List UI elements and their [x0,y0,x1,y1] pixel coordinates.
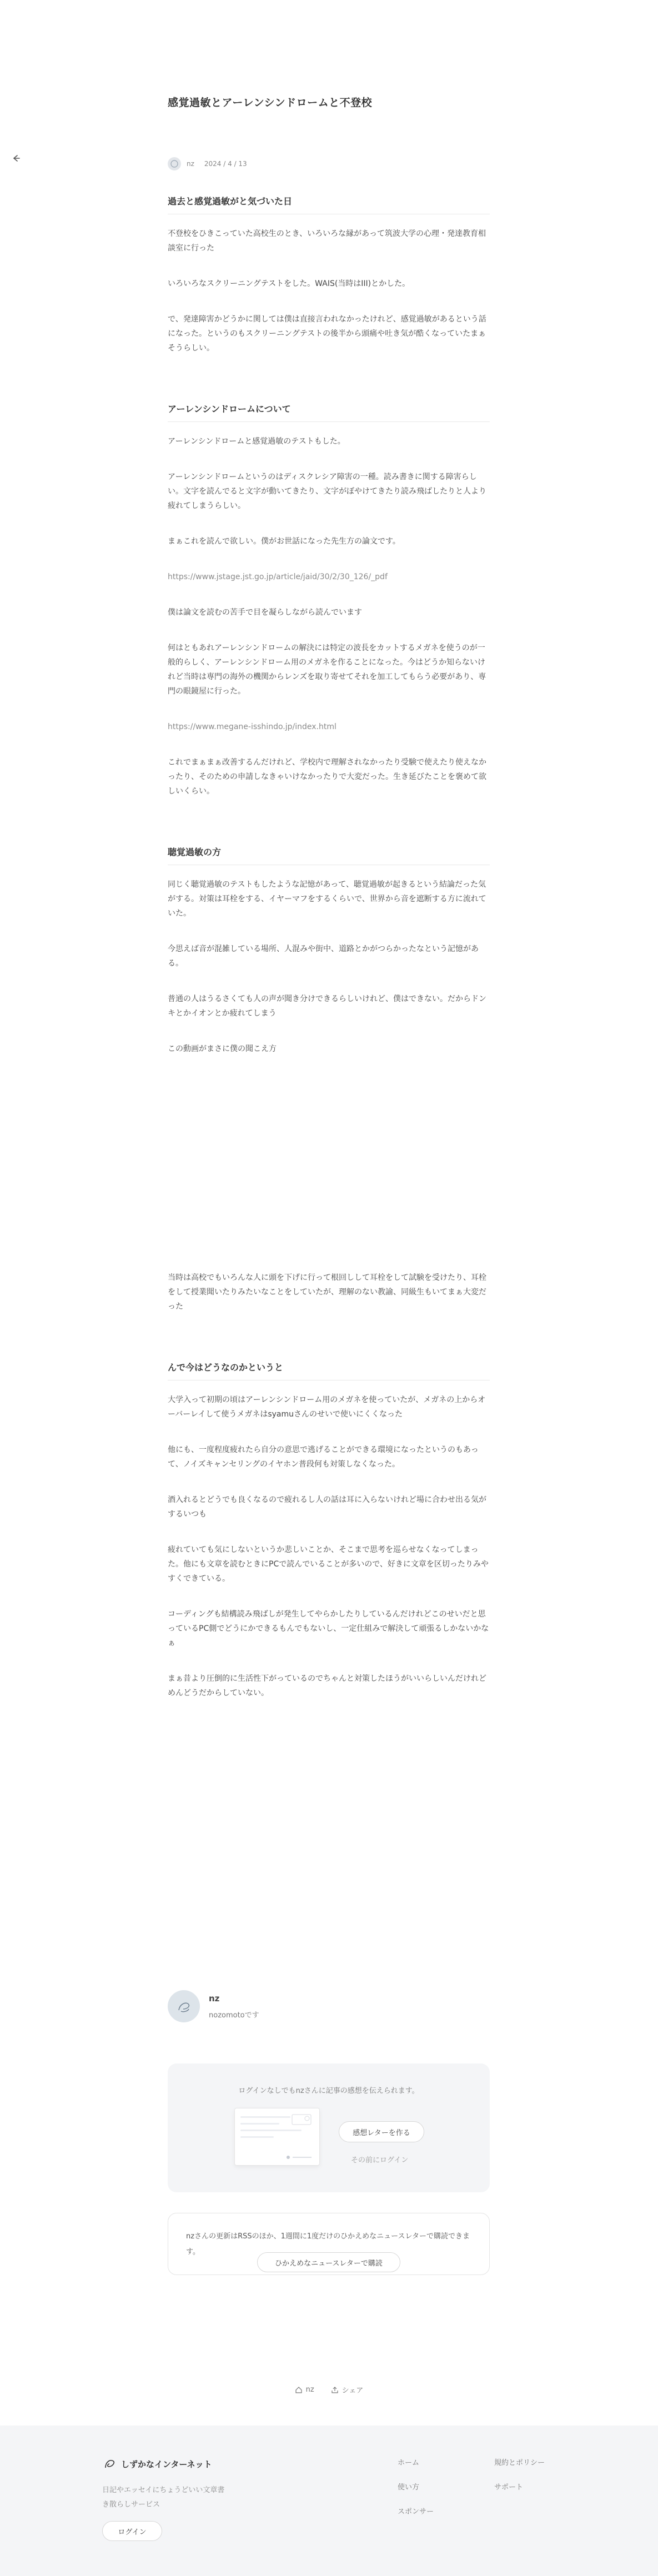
author-name[interactable]: nz [187,160,194,168]
paragraph: 大学入って初期の頃はアーレンシンドローム用のメガネを使っていたが、メガネの上からオーバーレイして使うメガネはsyamuさんのせいで使いにくくなった [168,1395,486,1419]
footer-login-button[interactable]: ログイン [102,2521,162,2541]
share-button[interactable]: シェア [331,2384,364,2395]
letter-message: ログインなしでもnzさんに記事の感想を伝えられます。 [238,2087,419,2095]
create-letter-button[interactable]: 感想レターを作る [339,2121,424,2142]
section-spacer [168,376,490,402]
article-link[interactable]: https://www.megane-isshindo.jp/index.html [168,722,336,731]
paragraph: これでまぁまぁ改善するんだけれど、学校内で理解されなかったり受験で使えたり使えなかったり、そのための申請しなきゃいけなかったりで大変だった。生き延びたことを褒めて欲しいくらい。 [168,758,486,796]
footer-brand[interactable]: しずかなインターネット [102,2457,212,2471]
post-date: 2024 / 4 / 13 [204,160,247,168]
paragraph: アーレンシンドロームというのはディスクレシア障害の一種。読み書きに関する障害らしい。文字を読んでると文字が動いてきたり、文字がぼやけてきたり読み飛ばしたりと人より疲れてしまうらしい。 [168,473,486,510]
section-heading: 聴覚過敏の方 [168,845,490,865]
section-spacer [168,820,490,845]
paragraph: 酒入れるとどうでも良くなるので疲れるし人の話は耳に入らないけれど場に合わせ出る気がするいつも [168,1495,486,1519]
article-link[interactable]: https://www.jstage.jst.go.jp/article/jaid/30/2/30_126/_pdf [168,573,388,581]
paragraph: 同じく聴覚過敏のテストもしたような記憶があって、聴覚過敏が起きるという結論だった気がする。対策は耳栓をする、イヤーマフをするくらいで、世界から音を遮断する方に流れていた。 [168,880,486,918]
paragraph: この動画がまさに僕の聞こえ方 [168,1045,277,1053]
paragraph: まぁ昔より圧倒的に生活性下がっているのでちゃんと対策したほうがいいらしいんだけれどめんどうだからしていない。 [168,1674,486,1698]
author-card-bio: nozomotoです [209,2011,259,2020]
section-heading: んで今はどうなのかというと [168,1360,490,1380]
author-avatar[interactable] [168,157,181,170]
paragraph: アーレンシンドロームと感覚過敏のテストもした。 [168,437,345,446]
footer-link-terms[interactable]: 規約とポリシー [494,2459,545,2467]
author-card-name[interactable]: nz [209,1993,220,2003]
footer-link-sponsor[interactable]: スポンサー [398,2508,434,2516]
share-icon [331,2386,339,2394]
paragraph: 当時は高校でもいろんな人に頭を下げに行って根回しして耳栓をして試験を受けたり、耳栓をして授業聞いたりみたいなことをしていたが、理解のない教諭、同級生もいてまぁ大変だった [168,1273,486,1311]
home-author-link[interactable]: nz [295,2384,314,2395]
paragraph: 疲れていても気にしないというか悲しいことか、そこまで思考を巡らせなくなってしまった。他にも文章を読むときにPCで読んでいることが多いので、好きに文章を区切ったりみやすくできている。 [168,1545,489,1583]
newsletter-message: nzさんの更新はRSSのほか、1週間に1度だけのひかえめなニュースレターで購読できます。 [186,2232,470,2256]
section-spacer [168,1721,490,1747]
article-body [168,194,490,1747]
post-meta [168,157,247,170]
embedded-video[interactable] [168,1077,490,1271]
newsletter-panel [168,2213,490,2275]
paragraph: で、発達障害かどうかに関しては僕は直接言われなかったけれど、感覚過敏があるという話になった。というのもスクリーニングテストの後半から頭痛や吐き気が酷くなっていたまぁそうらしい。 [168,315,486,353]
back-arrow-icon[interactable] [10,152,22,164]
section-heading: 過去と感覚過敏がと気づいた日 [168,194,490,214]
footer-link-usage[interactable]: 使い方 [398,2483,420,2492]
letter-panel [168,2063,490,2192]
bottom-bar [0,2384,658,2395]
site-footer [0,2426,658,2576]
paragraph: いろいろなスクリーニングテストをした。WAIS(当時はIII)とかした。 [168,279,410,288]
footer-description: 日記やエッセイにちょうどいい文章書き散らしサービス [102,2486,225,2509]
subscribe-button[interactable]: ひかえめなニュースレターで購読 [257,2252,400,2272]
section-heading: アーレンシンドロームについて [168,402,490,422]
home-icon [295,2386,303,2394]
footer-link-home[interactable]: ホーム [398,2459,420,2467]
author-card [168,1990,259,2022]
paragraph: コーディングも結構読み飛ばしが発生してやらかしたりしているんだけれどこのせいだと思っているPC側でどうにかできるもんでもないし、一定仕組みで解決して頑張るしかないかなぁ [168,1610,489,1648]
footer-col-2 [494,2457,545,2505]
paragraph: 今思えば音が混雑している場所、人混みや街中、道路とかがつらかったなという記憶がある。 [168,945,479,968]
page-title: 感覚過敏とアーレンシンドロームと不登校 [168,97,373,109]
paragraph: 僕は論文を読むの苦手で目を凝らしながら読んでいます [168,608,362,617]
paragraph: 何はともあれアーレンシンドロームの解決には特定の波長をカットするメガネを使うのが一般的らしく、アーレンシンドローム用のメガネを作ることになった。今はどうか知らないけれど当時は専門の海外の機関からレンズを取り寄せてそれを加工してもらう必要があり、専門の眼鏡屋に行った。 [168,644,486,696]
letter-card-illustration [234,2108,320,2166]
footer-col-1 [398,2457,434,2530]
section-spacer [168,1335,490,1360]
paragraph: 不登校をひきこっていた高校生のとき、いろいろな縁があって筑波大学の心理・発達教育相談室に行った [168,229,486,253]
brand-logo-icon [102,2457,117,2471]
footer-link-support[interactable]: サポート [494,2483,524,2492]
avatar[interactable] [168,1990,200,2022]
login-link[interactable]: その前にログイン [351,2156,409,2165]
paragraph: 普通の人はうるさくても人の声が聞き分けできるらしいけれど、僕はできない。だからドンキとかイオンとか疲れてしまう [168,995,486,1018]
paragraph: まぁこれを読んで欲しい。僕がお世話になった先生方の論文です。 [168,537,400,546]
paragraph: 他にも、一度程度疲れたら自分の意思で逃げることができる環境になったというのもあって、ノイズキャンセリングのイヤホン普段何も対策しなくなった。 [168,1445,479,1469]
